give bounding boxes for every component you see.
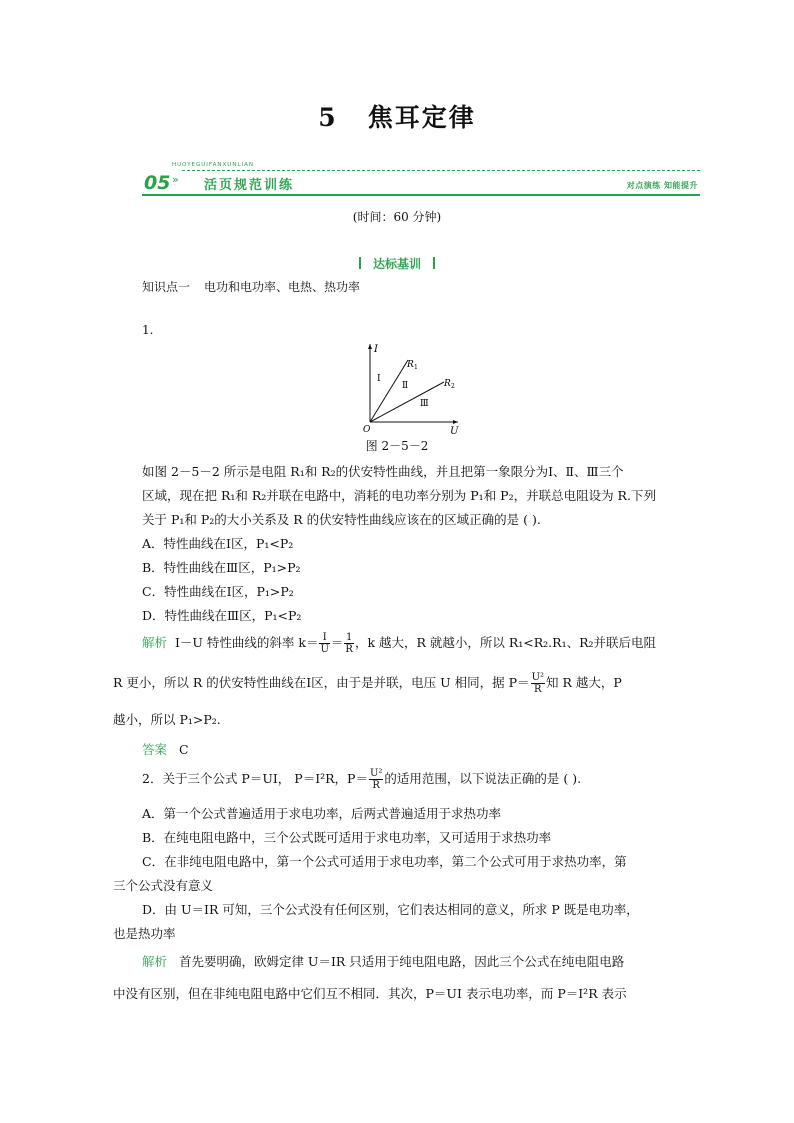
q1-answer xyxy=(142,740,189,758)
iu-graph xyxy=(362,340,462,435)
q2-option-a: A．第一个公式普遍适用于求电功率，后两式普遍适用于求热功率 xyxy=(142,806,502,821)
title-text: 焦耳定律 xyxy=(367,103,476,132)
q2-analysis-line-1 xyxy=(142,952,624,970)
page-title xyxy=(0,98,794,134)
q2-analysis-line-2: 中没有区别，但在非纯电阻电路中它们互不相同．其次，P＝UI 表示电功率，而 P＝I²R 表示 xyxy=(113,986,627,1001)
q1-stem-line-2: 区域，现在把 R₁和 R₂并联在电路中，消耗的电功率分别为 P₁和 P₂，并联总电阻设为 R.下列 xyxy=(142,488,656,503)
q1-answer-label: 答案 xyxy=(142,742,168,757)
q1-analysis-label: 解析 xyxy=(142,635,168,650)
q1-analysis-text-2b: 知 R 越大，P xyxy=(546,675,622,690)
r1-label: R xyxy=(407,360,414,370)
section-heading-text: 达标基训 xyxy=(372,257,421,271)
banner-label: 活页规范训练 xyxy=(204,178,295,193)
q2-analysis-label: 解析 xyxy=(142,954,168,969)
r1-line xyxy=(370,360,408,422)
y-axis-arrow xyxy=(368,344,372,349)
banner-top-rule xyxy=(182,170,700,171)
section-banner xyxy=(142,162,700,196)
r2-subscript: 2 xyxy=(451,383,455,390)
q2-option-d-cont: 也是热功率 xyxy=(113,926,176,941)
section-bar-right xyxy=(433,257,435,269)
fraction-u2-over-r: $\frac{\text{U²}}{R}$ xyxy=(531,672,544,695)
fraction-u2-over-r-q2: $\frac{\text{U²}}{R}$ xyxy=(369,768,383,791)
fraction-1-over-r: $\frac{1}{R}$ xyxy=(345,632,353,655)
q1-option-c: C．特性曲线在Ⅰ区，P₁>P₂ xyxy=(142,584,294,599)
knowledge-point-label: 知识点一 xyxy=(142,280,191,294)
banner-pinyin: HUOYEGUIFANXUNLIAN xyxy=(172,162,254,168)
time-note: (时间：60 分钟) xyxy=(352,210,442,224)
q2-option-b: B．在纯电阻电路中，三个公式既可适用于求电功率，又可适用于求热功率 xyxy=(142,830,552,845)
region-2-label: Ⅱ xyxy=(402,381,409,391)
r2-label: R xyxy=(444,379,451,389)
equals-sign: ＝ xyxy=(330,635,344,650)
q1-analysis-line-1 xyxy=(142,632,656,655)
x-axis-label: U xyxy=(450,426,459,435)
q2-option-c-cont: 三个公式没有意义 xyxy=(113,878,214,893)
q1-analysis-text-1b: ，k 越大，R 就越小，所以 R₁<R₂.R₁、R₂并联后电阻 xyxy=(354,635,656,650)
region-1-label: Ⅰ xyxy=(377,374,381,384)
q2-stem-text-b: 的适用范围，以下说法正确的是 ( ). xyxy=(384,771,582,786)
q1-analysis-line-3: 越小，所以 P₁>P₂. xyxy=(113,712,221,727)
question-1-number: 1. xyxy=(142,323,154,337)
region-3-label: Ⅲ xyxy=(420,399,429,409)
origin-label: O xyxy=(363,425,371,435)
r1-subscript: 1 xyxy=(414,364,418,371)
q1-analysis-text-2a: R 更小，所以 R 的伏安特性曲线在Ⅰ区，由于是并联，电压 U 相同，据 P＝ xyxy=(113,675,530,690)
q1-stem-line-1: 如图 2－5－2 所示是电阻 R₁和 R₂的伏安特性曲线，并且把第一象限分为Ⅰ、Ⅱ、Ⅲ三个 xyxy=(142,464,624,479)
q1-analysis-line-2 xyxy=(113,672,622,695)
fraction-i-over-u: $\frac{I}{U}$ xyxy=(320,632,329,655)
q1-analysis-text-1a: I－U 特性曲线的斜率 k＝ xyxy=(174,635,319,650)
y-axis-label: I xyxy=(374,344,378,355)
banner-bottom-rule xyxy=(142,194,700,196)
title-number: 5 xyxy=(318,103,338,132)
q1-option-a: A．特性曲线在Ⅰ区，P₁<P₂ xyxy=(142,536,294,551)
q1-option-d: D．特性曲线在Ⅲ区，P₁<P₂ xyxy=(142,608,302,623)
knowledge-point-text: 电功和电功率、电热、热功率 xyxy=(204,280,361,294)
q1-stem-line-3: 关于 P₁和 P₂的大小关系及 R 的伏安特性曲线应该在的区域正确的是 ( ). xyxy=(142,512,541,527)
x-axis-arrow xyxy=(453,420,458,424)
banner-right-label: 对点演练 知能提升 xyxy=(626,181,698,190)
banner-number: 05 xyxy=(144,172,171,194)
q2-option-d: D．由 U＝IR 可知，三个公式没有任何区别，它们表达相同的意义，所求 P 既是电功率， xyxy=(142,902,639,917)
knowledge-point xyxy=(142,278,360,295)
chevron-icon: » xyxy=(172,173,179,186)
q1-answer-value: C xyxy=(178,742,189,757)
q2-stem-text-a: 2．关于三个公式 P＝UI， P＝I²R，P＝ xyxy=(142,771,368,786)
q2-option-c: C．在非纯电阻电路中，第一个公式可适用于求电功率，第二个公式可用于求热功率，第 xyxy=(142,854,627,869)
q2-analysis-text-1: 首先要明确，欧姆定律 U＝IR 只适用于纯电阻电路，因此三个公式在纯电阻电路 xyxy=(178,954,625,969)
figure-caption: 图 2－5－2 xyxy=(365,439,429,453)
section-heading xyxy=(0,255,794,272)
q2-stem xyxy=(142,768,581,791)
q1-option-b: B．特性曲线在Ⅲ区，P₁>P₂ xyxy=(142,560,301,575)
section-bar-left xyxy=(359,257,361,269)
